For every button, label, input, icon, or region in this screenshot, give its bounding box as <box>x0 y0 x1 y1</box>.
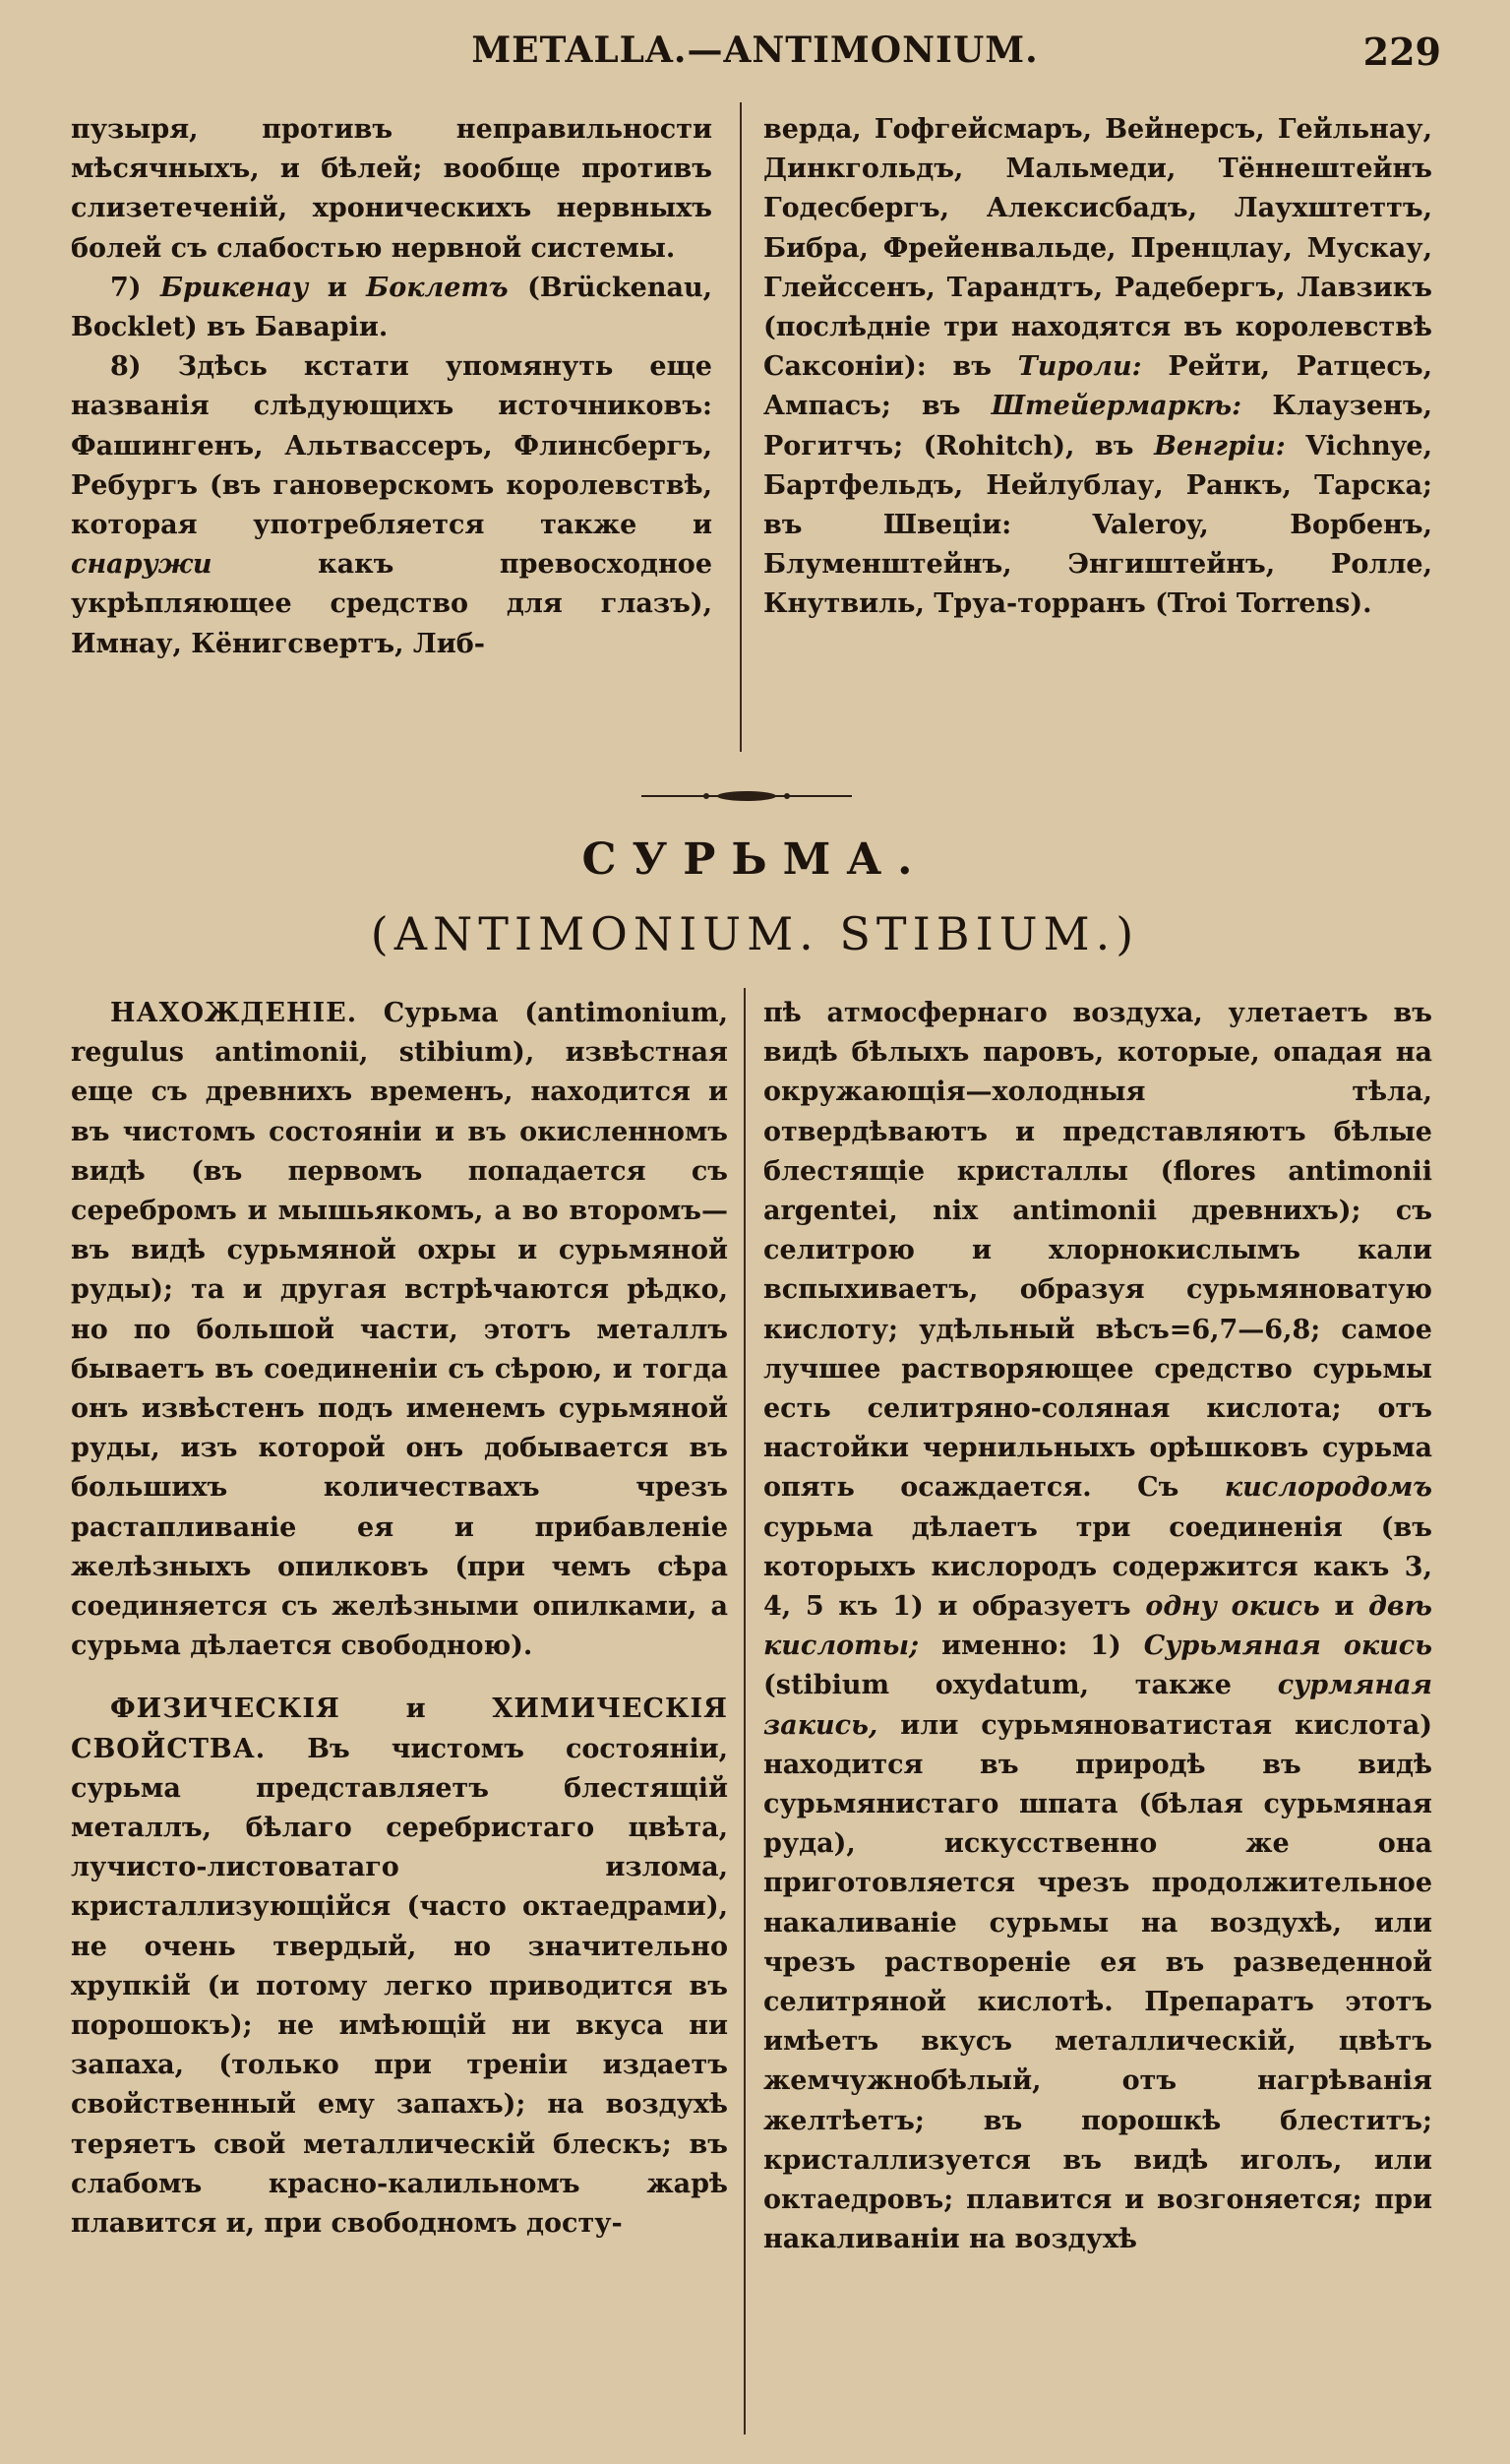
continued-text-5: или сурьмяноватистая кислота) находится въ природѣ въ видѣ сурьмянистаго шпата (бѣлая сурьмяная руда), искусственно же она приготовляется чрезъ продолжительное накаливаніе сурьмы на воздухѣ, или чрезъ раствореніе ея въ разведенной селитряной кислотѣ. Препаратъ этотъ имѣетъ вкусъ металлическій, цвѣтъ жемчужнобѣлый, отъ нагрѣванія желтѣетъ; въ порошкѣ блеститъ; кристаллизуется въ видѣ иголъ, или октаедровъ; плавится и возгоняется; при накаливаніи на воздухѣ <box>763 1709 1432 2255</box>
item-8-text-1: 8) Здѣсь кстати упомянуть еще названія слѣдующихъ источниковъ: Фашингенъ, Альтвассеръ, Флинсбергъ, Ребургъ (въ гановерскомъ королевствѣ, которая употребляется также и <box>71 351 712 541</box>
run-in-heading-occurrence: НАХОЖДЕНІЕ. <box>110 998 358 1028</box>
place-name-brueckenau: Брикенау <box>159 272 309 303</box>
springs-text-3: Клаузенъ, Рогитчъ; (Rohitch), въ <box>763 391 1432 462</box>
emphasis-antimony-oxide: Сурьмяная окись <box>1143 1631 1433 1662</box>
continued-text-2: сурьма дѣлаетъ три соединенія (въ которыхъ кислородъ содержится какъ 3, 4, 5 къ 1) и образуетъ <box>763 1511 1432 1623</box>
section-title: СУРЬМА. <box>581 834 929 885</box>
item-7-rest: (Brückenau, Bocklet) въ Баваріи. <box>71 272 713 343</box>
emphasis-one-oxide: одну окись <box>1145 1591 1320 1623</box>
springs-text-2: Рейти, Ратцесъ, Ампасъ; въ <box>763 351 1432 422</box>
region-hungary: Венгріи: <box>1154 430 1286 462</box>
item-number: 7) <box>110 272 142 303</box>
springs-list-paragraph <box>763 110 1432 625</box>
springs-text-1: верда, Гофгейсмаръ, Вейнерсъ, Гейльнау, Динкгольдъ, Мальмеди, Тённештейнъ Годесбергъ, Алексисбадъ, Лаухштеттъ, Бибра, Фрейенвальде, Пренцлау, Мускау, Глейссенъ, Тарандтъ, Радебергъ, Лавзикъ (послѣдніе три находятся въ королевствѣ Саксоніи): въ <box>763 114 1432 383</box>
emphasis-antimony-suboxide: сурмяная закись, <box>763 1670 1432 1741</box>
emphasis-oxygen: кислородомъ <box>1224 1472 1432 1504</box>
region-styria: Штейермаркѣ: <box>991 391 1242 422</box>
paragraph-item-7 <box>71 269 712 347</box>
springs-text-4: Vichnye, Бартфельдъ, Нейлублау, Ранкъ, Тарска; въ Швеціи: Valeroy, Ворбенъ, Блуменштейнъ, Энгиштейнъ, Ролле, Кнутвиль, Труа-торранъ (Troi Torrens). <box>763 430 1433 620</box>
page-number: 229 <box>1362 30 1441 74</box>
column-bottom-left <box>71 994 728 2244</box>
section-subtitle: (ANTIMONIUM. STIBIUM.) <box>370 907 1140 960</box>
occurrence-text: Сурьма (antimonium, regulus antimonii, stibium), извѣстная еще съ древнихъ временъ, находится и въ чистомъ состояніи и въ окисленномъ видѣ (въ первомъ попадается съ серебромъ и мышьякомъ, а во второмъ— въ видѣ сурьмяной охры и сурьмяной руды); та и другая встрѣчаются рѣдко, но по большой части, этотъ металлъ бываетъ въ соединеніи съ сѣрою, и тогда онъ извѣстенъ подъ именемъ сурьмяной руды, изъ которой онъ добывается въ большихъ количествахъ чрезъ растапливаніе ея и прибавленіе желѣзныхъ опилковъ (при чемъ сѣра соединяется съ желѣзными опилками, а сурьма дѣлается свободною). <box>71 998 728 1662</box>
column-top-left <box>71 110 712 664</box>
paragraph-properties <box>71 1690 728 2244</box>
properties-text: Въ чистомъ состояніи, сурьма представляетъ блестящій металлъ, бѣлаго серебристаго цвѣта, лучисто-листоватаго излома, кристаллизующійся (часто октаедрами), не очень твердый, но значительно хрупкій (и потому легко приводится въ порошокъ); не имѣющій ни вкуса ни запаха, (только при треніи издаетъ свойственный ему запахъ); на воздухѣ теряетъ свой металлическій блескъ; въ слабомъ красно-калильномъ жарѣ плавится и, при свободномъ досту- <box>71 1733 728 2240</box>
running-head <box>69 30 1441 89</box>
item-8-emphasis: снаружи <box>71 549 212 581</box>
continued-text-4: (stibium oxydatum, также <box>763 1670 1232 1701</box>
conjunction: и <box>327 272 347 303</box>
column-divider-bottom <box>744 988 746 2434</box>
ornament-divider <box>637 785 856 807</box>
conjunction-and: и <box>1334 1591 1355 1623</box>
continued-text-1: пѣ атмосфернаго воздуха, улетаетъ въ видѣ бѣлыхъ паровъ, которые, опадая на окружающія—холодныя тѣла, отвердѣваютъ и представляютъ бѣлые блестящіе кристаллы (flores antimonii argentei, nix antimonii древнихъ); съ селитрою и хлорнокислымъ кали вспыхиваетъ, образуя сурьмяноватую кислоту; удѣльный вѣсъ=6,7—6,8; самое лучшее растворяющее средство сурьмы есть селитряно-соляная кислота; отъ настойки чернильныхъ орѣшковъ сурьма опять осаждается. Съ <box>763 998 1432 1504</box>
paragraph-occurrence <box>71 994 728 1666</box>
paragraph-continued: пузыря, противъ неправильности мѣсячныхъ, и бѣлей; вообще противъ слизетеченій, хроническихъ нервныхъ болей съ слабостью нервной системы. <box>71 114 712 264</box>
running-title: METALLA.—ANTIMONIUM. <box>471 30 1039 71</box>
run-in-heading-properties: ФИЗИЧЕСКІЯ и ХИМИЧЕСКІЯ СВОЙСТВА. <box>71 1694 728 1764</box>
region-tyrol: Тироли: <box>1017 351 1142 383</box>
column-bottom-right <box>763 994 1432 2260</box>
paragraph-properties-continued <box>763 994 1432 2260</box>
column-top-right <box>763 110 1432 625</box>
emphasis-two-acids: двѣ кислоты; <box>763 1591 1432 1662</box>
item-8-text-2: какъ превосходное укрѣпляющее средство для глазъ), Имнау, Кёнигсвертъ, Либ- <box>71 549 712 659</box>
column-divider-top <box>740 102 742 752</box>
paragraph-item-8 <box>71 347 712 664</box>
continued-text-3: именно: 1) <box>941 1631 1121 1662</box>
place-name-bocklet: Боклетъ <box>366 272 509 303</box>
